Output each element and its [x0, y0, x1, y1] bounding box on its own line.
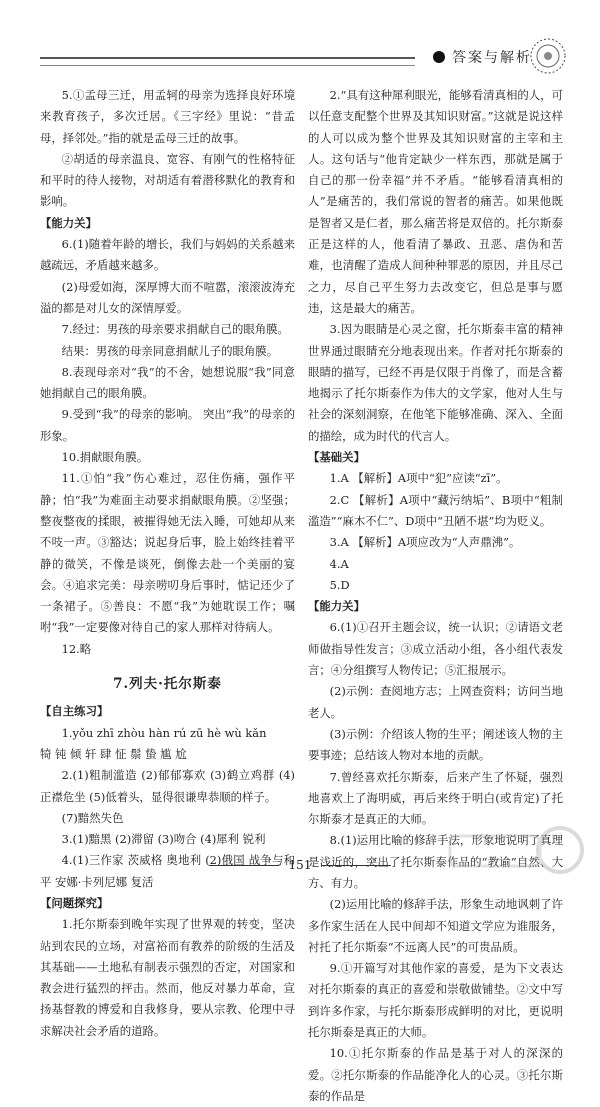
- answer-paragraph: 3.因为眼睛是心灵之窗，托尔斯泰丰富的精神世界通过眼睛充分地表现出来。作者对托尔斯泰的眼睛的描写，已经不再是仅限于肖像了，而是含蓄地揭示了托尔斯泰作为伟大的文学家，他对人生与社会的深刻洞察，在他笔下能够准确、深入、全面的描绘，成为时代的代言人。: [308, 322, 563, 443]
- section-tag: 【自主练习】: [40, 704, 109, 719]
- page-header: [0, 0, 600, 82]
- header-bullet-icon: [433, 51, 445, 63]
- section-title: 7.列夫·托尔斯泰: [113, 676, 222, 693]
- answer-paragraph: ②胡适的母亲温良、宽容、有刚气的性格特征和平时的待人接物，对胡适有着潜移默化的教育和影响。: [40, 151, 295, 209]
- answer-paragraph: 2.C 【解析】A项中“藏污纳垢”、B项中“粗制滥造”“麻木不仁”、D项中“丑陋不堪”均为贬义。: [308, 492, 563, 528]
- answer-paragraph: (2)母爱如海，深厚博大而不喧嚣，滚滚波涛充溢的都是对儿女的深情厚爱。: [40, 279, 295, 315]
- answer-paragraph: 8.表现母亲对“我”的不舍，她想说服“我”同意她捐献自己的眼角膜。: [40, 364, 295, 401]
- answer-paragraph: 2.“具有这种犀利眼光，能够看清真相的人，可以任意支配整个世界及其知识财富。”这就是说这样的人可以成为整个世界及其知识财富的主宰和主人。这句话与“他肯定缺少一样东西，那就是属于自己的那一份幸福”并不矛盾。“能够看清真相的人”是痛苦的，我们常说的智者的痛苦。如果他既是智者又是仁者，那么痛苦将是双倍的。托尔斯泰正是这样的人，他看清了暴政、丑恶、虐伪和苦难，也清醒了造成人间种种罪恶的原因，并且尽己之力，尽自己平生努力去改变它，但总是事与愿违，这是最大的痛苦。: [308, 88, 563, 315]
- answer-paragraph: (7)黯然失色: [61, 810, 124, 825]
- footer-rule-left: [209, 865, 279, 866]
- page-number: 151: [288, 858, 312, 872]
- answer-paragraph: (2)运用比喻的修辞手法，形象生动地讽刺了许多作家生活在人民中间却不知道文学应为谁服务，衬托了托尔斯泰“不远离人民”的可贵品质。: [308, 897, 563, 954]
- answer-paragraph: 3.A 【解析】A项应改为“人声鼎沸”。: [329, 535, 521, 550]
- left-column: [40, 85, 295, 1042]
- answer-paragraph: 11.①怕“我”伤心难过，忍住伤痛，强作平静；怕“我”为难面主动要求捐献眼角膜。②坚强；整夜整夜的揉眼，被摧得她无法入睡，可她却从来不吱一声。③豁达；说起身后事，脸上始终挂着平静的微笑，不像是谈死，倒像去赴一个美丽的宴会。④追求完美：母亲唠叨身后事时，惦记还少了一条裙子。⑤善良：不愿“我”为她耽误工作；嘱咐“我”一定要像对待自己的家人那样对待病人。: [40, 471, 295, 635]
- header-rule: [40, 57, 415, 66]
- answer-paragraph: 12.略: [61, 641, 92, 656]
- answer-paragraph: 5.D: [329, 577, 350, 592]
- section-tag: 【问题探究】: [40, 895, 109, 910]
- answer-paragraph: 1.A 【解析】A项中“犯”应读“zī”。: [329, 471, 508, 486]
- watermark-logo-icon: [440, 822, 590, 882]
- header-title: 答案与解析: [452, 50, 532, 66]
- answer-paragraph: 10.捐献眼角膜。: [61, 450, 149, 465]
- answer-paragraph: 10.①托尔斯泰的作品是基于对人的深深的爱。②托尔斯泰的作品能净化人的心灵。③托尔斯泰的作品是: [308, 1046, 563, 1103]
- answer-paragraph: (2)示例：查阅地方志；上网查资料；访问当地老人。: [308, 684, 563, 720]
- answer-paragraph: 结果：男孩的母亲同意捐献儿子的眼角膜。: [61, 343, 279, 358]
- answer-paragraph: 4.(1)三作家 茨威格 奥地利 (2)俄国 战争与和平 安娜·卡列尼娜 复活: [40, 853, 295, 889]
- answer-paragraph: 8.(1)运用比喻的修辞手法，形象地说明了真理是浅近的，突出了托尔斯泰作品的“教谕”自然、大方、有力。: [308, 833, 563, 890]
- section-tag: 【基础关】: [308, 450, 365, 465]
- answer-paragraph: 5.①孟母三迁，用孟轲的母亲为选择良好环境来教育孩子，多次迁居。《三字经》里说：“昔孟母，择邻处。”指的就是孟母三迁的故事。: [40, 88, 295, 145]
- answer-paragraph: 1.yǒu zhī zhòu hàn rú zū hè wù kǎn: [61, 725, 267, 740]
- answer-paragraph: 2.(1)粗制滥造 (2)郁郁寡欢 (3)鹤立鸡群 (4)正襟危坐 (5)低着头，显得很谦卑恭顺的样子。: [40, 768, 295, 804]
- answer-paragraph: 3.(1)黯黑 (2)滞留 (3)吻合 (4)犀利 锐利: [61, 832, 266, 847]
- section-tag: 【能力关】: [308, 599, 365, 614]
- answer-paragraph: 1.托尔斯泰到晚年实现了世界观的转变，坚决站到农民的立场，对富裕而有教养的阶级的生活及其基础——土地私有制表示强烈的否定，对国家和教会进行猛烈的抨击。然而，他反对暴力革命，宣扬基督教的博爱和自我修身，要从宗教、伦理中寻求解决社会矛盾的道路。: [40, 917, 295, 1038]
- answer-paragraph: 7.经过：男孩的母亲要求捐献自己的眼角膜。: [61, 322, 289, 337]
- answer-paragraph: 4.A: [329, 556, 349, 571]
- answer-paragraph: 7.曾经喜欢托尔斯泰，后来产生了怀疑，强烈地喜欢上了海明威，再后来终于明白(或肯定)了托尔斯泰才是真正的大师。: [308, 769, 563, 827]
- answer-paragraph: 6.(1)随着年龄的增长，我们与妈妈的关系越来越疏远，矛盾越来越多。: [40, 237, 295, 273]
- footer-rule-right: [321, 865, 391, 866]
- right-column: [308, 85, 563, 1107]
- answer-paragraph: 9.①开篇写对其他作家的喜爱，是为下文表达对托尔斯泰的真正的喜爱和崇敬做铺垫。②文中写到许多作家，与托尔斯泰形成鲜明的对比，更说明托尔斯泰是真正的大师。: [308, 961, 563, 1040]
- page-footer: [0, 858, 600, 872]
- section-tag: 【能力关】: [40, 215, 97, 230]
- answer-paragraph: 9.受到“我”的母亲的影响。 突出“我”的母亲的形象。: [40, 407, 295, 443]
- answer-paragraph: 犄 钝 倾 轩 肆 怔 鬃 蛰 尴 尬: [40, 746, 187, 761]
- answer-paragraph: (3)示例：介绍该人物的生平；阐述该人物的主要事迹；总结该人物对本地的贡献。: [308, 726, 563, 763]
- decorative-emblem-icon: [528, 36, 568, 76]
- answer-paragraph: 6.(1)①召开主题会议，统一认识；②请语文老师做指导性发言；③成立活动小组，各小组代表发言；④分组撰写人物传记；⑤汇报展示。: [308, 620, 563, 678]
